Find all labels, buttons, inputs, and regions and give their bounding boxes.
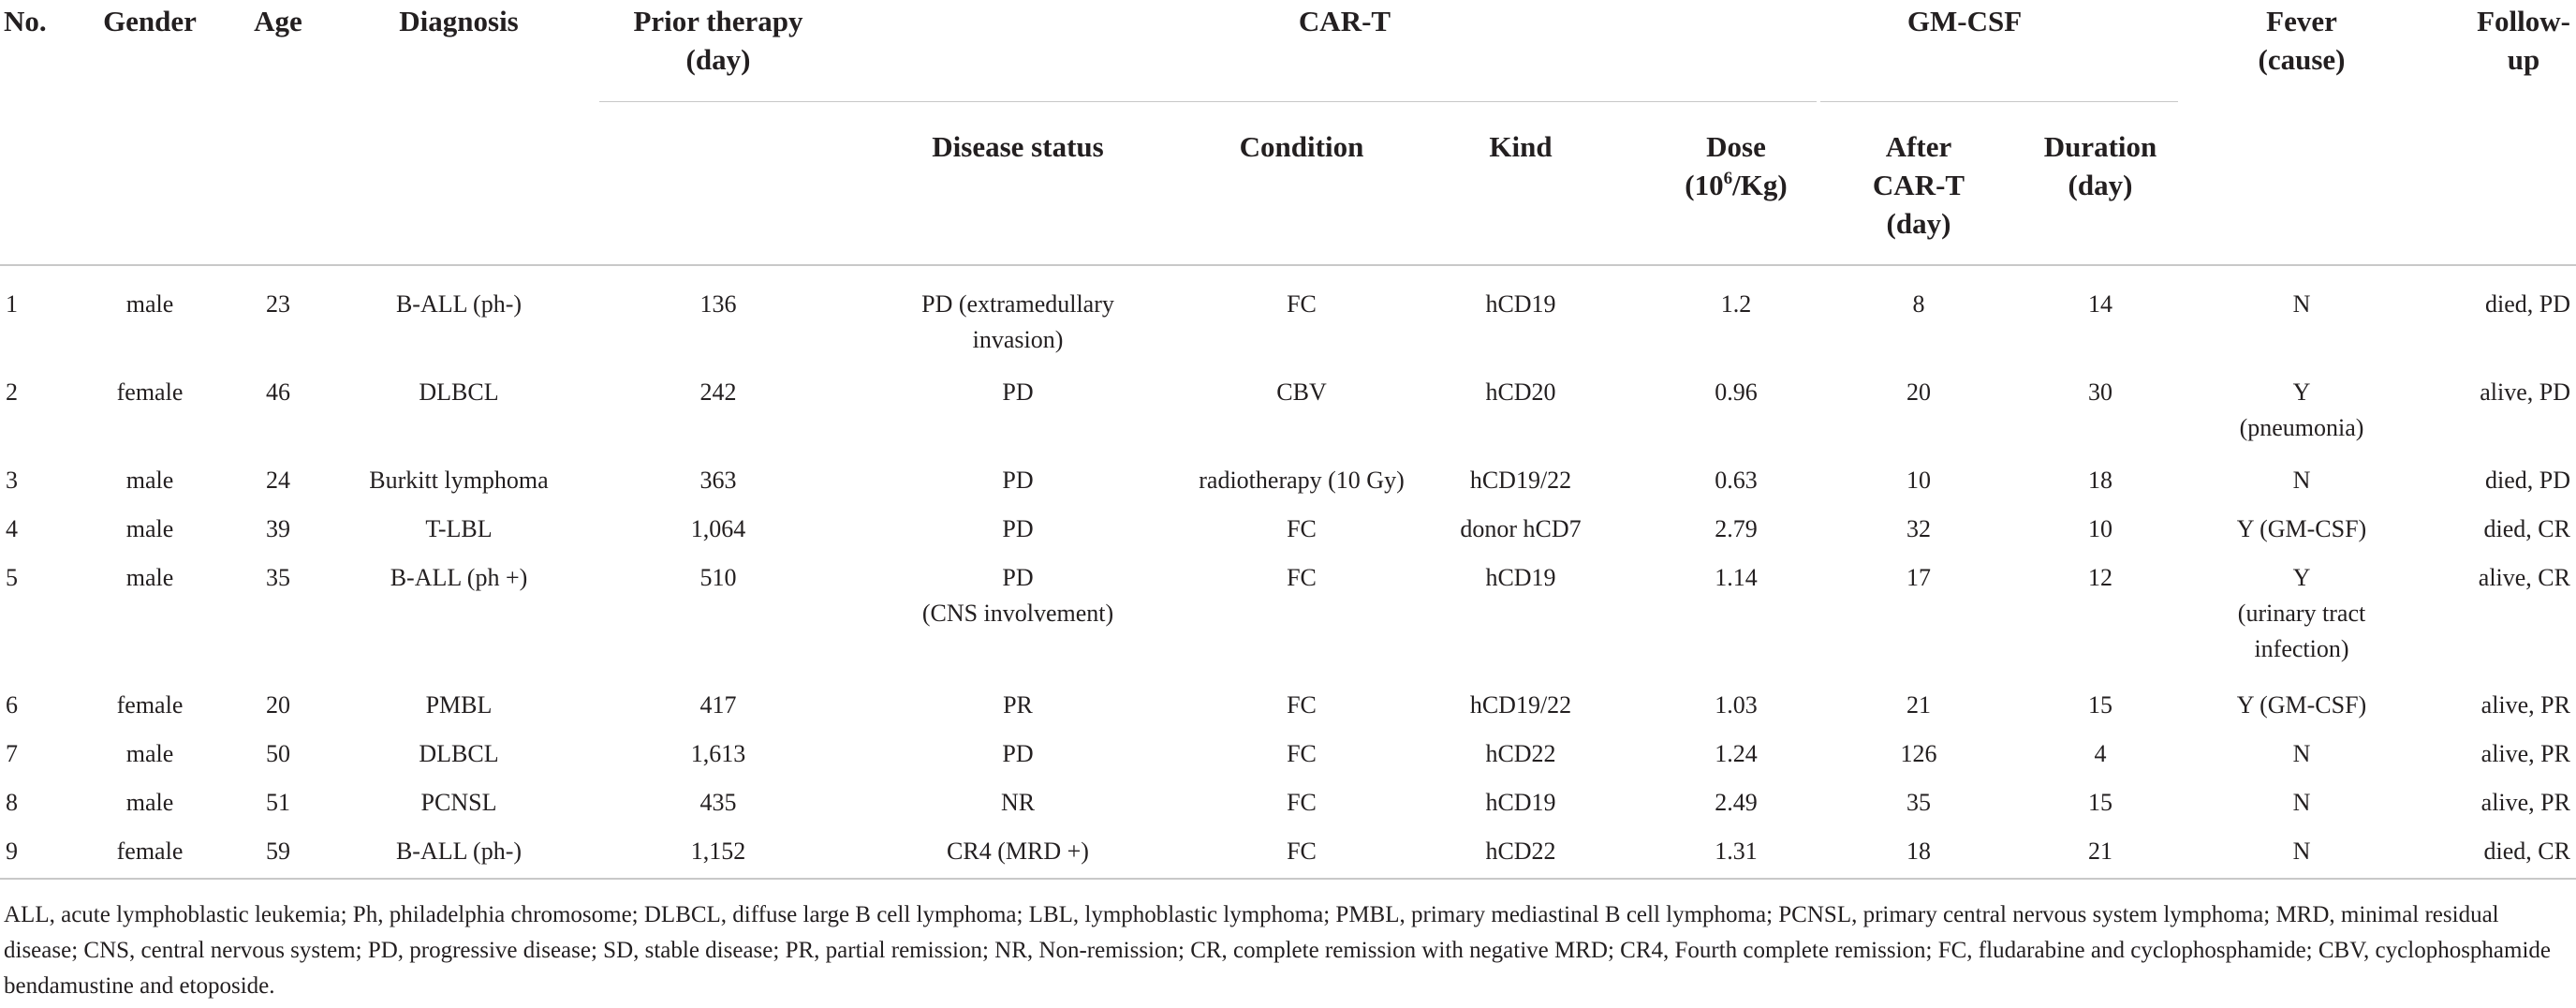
cell-fever-line: N (2292, 467, 2311, 494)
cell-fever (2293, 834, 2311, 869)
cell-gender: male (125, 515, 174, 542)
cell-condition: FC (1287, 564, 1317, 591)
cell-after: 21 (1906, 691, 1931, 719)
cell-no: 5 (6, 564, 18, 591)
cell-gender: female (116, 838, 184, 865)
cell-prior: 242 (699, 378, 737, 406)
cell-fever-line: Y (GM-CSF) (2236, 515, 2367, 542)
cell-status-line: PR (1003, 691, 1033, 719)
cell-duration: 15 (2088, 691, 2112, 719)
cell-prior: 136 (699, 290, 737, 318)
cell-prior: 435 (699, 789, 737, 816)
cell-duration: 4 (2094, 740, 2107, 767)
header-after-cart (1873, 127, 1965, 243)
cell-no: 7 (6, 740, 18, 767)
header-dose-line2 (1685, 166, 1787, 204)
cell-dose: 1.24 (1715, 740, 1758, 767)
header-prior-therapy-line2: (day) (685, 43, 751, 76)
cell-status (1002, 736, 1033, 772)
cell-diagnosis: PMBL (425, 691, 493, 719)
cell-kind: hCD19/22 (1469, 467, 1572, 494)
cell-fever-line: Y (2292, 378, 2311, 406)
cell-fever-line: N (2292, 838, 2311, 865)
header-followup (2477, 2, 2570, 79)
cell-no: 9 (6, 838, 18, 865)
cell-fever (2237, 511, 2366, 547)
header-bottom-rule (0, 264, 2576, 266)
cell-fever-line: infection) (2254, 635, 2349, 662)
cell-duration: 12 (2088, 564, 2112, 591)
cell-duration: 30 (2088, 378, 2112, 406)
header-duration-line1: Duration (2043, 130, 2157, 163)
cell-dose: 0.63 (1715, 467, 1758, 494)
cell-fever (2237, 688, 2366, 723)
cell-duration: 14 (2088, 290, 2112, 318)
cell-fever (2238, 560, 2365, 667)
cell-prior: 1,152 (690, 838, 746, 865)
cell-condition: FC (1287, 691, 1317, 719)
cell-prior: 417 (699, 691, 737, 719)
cell-fever (2240, 375, 2364, 446)
cell-diagnosis: Burkitt lymphoma (369, 467, 549, 494)
cell-kind: donor hCD7 (1460, 515, 1582, 542)
cell-status (1002, 511, 1033, 547)
cell-status-line: NR (1000, 789, 1036, 816)
cell-fever-line: (pneumonia) (2239, 414, 2364, 441)
cell-no: 4 (6, 515, 18, 542)
cell-age: 23 (266, 290, 290, 318)
cell-followup: died, CR (2483, 838, 2570, 865)
cart-group-rule (599, 101, 1817, 102)
cell-after: 32 (1906, 515, 1931, 542)
cell-status (922, 560, 1113, 631)
cell-after: 35 (1906, 789, 1931, 816)
cell-age: 50 (266, 740, 290, 767)
cell-age: 20 (266, 691, 290, 719)
cell-status-line: PD (1002, 564, 1034, 591)
cell-prior: 363 (699, 467, 737, 494)
header-dose (1685, 127, 1787, 204)
cell-no: 2 (6, 378, 18, 406)
header-cart-group: CAR-T (1298, 5, 1391, 37)
cell-followup: died, PD (2485, 290, 2570, 318)
header-after-cart-line1: After (1885, 130, 1952, 163)
table-bottom-rule (0, 878, 2576, 880)
cell-gender: female (116, 378, 184, 406)
header-no: No. (4, 5, 47, 37)
header-prior-therapy-line1: Prior therapy (633, 5, 803, 37)
cell-after: 17 (1906, 564, 1931, 591)
header-age: Age (254, 5, 302, 37)
gmcsf-group-rule (1820, 101, 2178, 102)
header-after-cart-line2: CAR-T (1872, 169, 1965, 201)
cell-dose: 1.2 (1720, 290, 1752, 318)
cell-condition: radiotherapy (10 Gy) (1199, 467, 1405, 494)
cell-prior: 1,064 (690, 515, 746, 542)
cell-after: 18 (1906, 838, 1931, 865)
cell-duration: 10 (2088, 515, 2112, 542)
cell-after: 8 (1912, 290, 1925, 318)
header-dose-unit-a: (10 (1685, 169, 1724, 201)
cell-no: 3 (6, 467, 18, 494)
cell-dose: 2.49 (1715, 789, 1758, 816)
header-fever-line1: Fever (2266, 5, 2337, 37)
cell-fever-line: (urinary tract (2237, 600, 2366, 627)
cell-status (1002, 463, 1033, 498)
header-diagnosis: Diagnosis (399, 5, 519, 37)
cell-status-line: CR4 (MRD +) (947, 838, 1089, 865)
cell-no: 6 (6, 691, 18, 719)
cell-status-line: PD (1002, 515, 1034, 542)
header-disease-status: Disease status (932, 130, 1104, 163)
header-duration-line2: (day) (2068, 169, 2133, 201)
cell-diagnosis: B-ALL (ph-) (395, 290, 523, 318)
header-after-cart-line3: (day) (1886, 207, 1951, 240)
cell-age: 39 (266, 515, 290, 542)
cell-condition: FC (1287, 838, 1317, 865)
cell-condition: FC (1287, 740, 1317, 767)
cell-status-line: (CNS involvement) (921, 600, 1114, 627)
cell-dose: 1.03 (1715, 691, 1758, 719)
cell-gender: male (125, 789, 174, 816)
cell-after: 20 (1906, 378, 1931, 406)
cell-gender: male (125, 467, 174, 494)
cell-diagnosis: PCNSL (420, 789, 497, 816)
cell-condition: CBV (1276, 378, 1327, 406)
header-fever-line2: (cause) (2258, 43, 2346, 76)
cell-followup: died, PD (2485, 467, 2570, 494)
header-followup-line1: Follow- (2477, 5, 2570, 37)
cell-status (921, 287, 1114, 358)
cell-followup: alive, PD (2480, 378, 2570, 406)
cell-kind: hCD22 (1485, 740, 1556, 767)
cell-dose: 1.14 (1715, 564, 1758, 591)
cell-condition: FC (1287, 515, 1317, 542)
cell-followup: died, CR (2483, 515, 2570, 542)
cell-status (1002, 375, 1033, 410)
cell-fever (2293, 287, 2311, 322)
header-gender: Gender (103, 5, 197, 37)
cell-fever-line: N (2292, 740, 2311, 767)
cell-diagnosis: DLBCL (419, 740, 499, 767)
cell-kind: hCD19 (1485, 564, 1556, 591)
cell-fever (2293, 785, 2311, 821)
cell-age: 59 (266, 838, 290, 865)
cell-age: 24 (266, 467, 290, 494)
cell-no: 1 (6, 290, 18, 318)
cell-duration: 15 (2088, 789, 2112, 816)
header-followup-line2: up (2507, 43, 2540, 76)
cell-fever (2293, 463, 2311, 498)
cell-dose: 0.96 (1715, 378, 1758, 406)
header-dose-exponent: 6 (1723, 168, 1733, 188)
cell-gender: male (125, 290, 174, 318)
cell-condition: FC (1287, 290, 1317, 318)
cell-dose: 2.79 (1715, 515, 1758, 542)
header-gmcsf-group: GM-CSF (1906, 5, 2023, 37)
cell-age: 51 (266, 789, 290, 816)
cell-condition: FC (1287, 789, 1317, 816)
cell-status-line: PD (1002, 467, 1034, 494)
cell-gender: male (125, 564, 174, 591)
cell-followup: alive, PR (2480, 740, 2570, 767)
cell-kind: hCD19 (1485, 290, 1556, 318)
cell-status (1003, 688, 1033, 723)
cell-fever (2293, 736, 2311, 772)
cell-status (1001, 785, 1035, 821)
cell-fever-line: Y (2292, 564, 2311, 591)
cell-age: 35 (266, 564, 290, 591)
cell-kind: hCD22 (1485, 838, 1556, 865)
header-dose-unit-b: /Kg) (1732, 169, 1788, 201)
cell-fever-line: N (2292, 290, 2311, 318)
cell-followup: alive, CR (2478, 564, 2570, 591)
header-kind: Kind (1489, 130, 1553, 163)
cell-gender: male (125, 740, 174, 767)
cell-status (947, 834, 1089, 869)
cell-status-line: PD (1002, 378, 1034, 406)
cell-status-line: PD (1002, 740, 1034, 767)
cell-fever-line: Y (GM-CSF) (2236, 691, 2367, 719)
header-fever (2259, 2, 2346, 79)
cell-diagnosis: B-ALL (ph-) (395, 838, 523, 865)
cell-after: 10 (1906, 467, 1931, 494)
cell-followup: alive, PR (2480, 691, 2570, 719)
cell-duration: 18 (2088, 467, 2112, 494)
cell-diagnosis: B-ALL (ph +) (390, 564, 528, 591)
header-dose-line1: Dose (1706, 130, 1766, 163)
cell-gender: female (116, 691, 184, 719)
cell-age: 46 (266, 378, 290, 406)
cell-no: 8 (6, 789, 18, 816)
header-prior-therapy (633, 2, 802, 79)
cell-kind: hCD19 (1485, 789, 1556, 816)
cell-status-line: invasion) (972, 326, 1064, 353)
cell-followup: alive, PR (2480, 789, 2570, 816)
cell-diagnosis: T-LBL (425, 515, 493, 542)
header-duration (2044, 127, 2157, 204)
cell-dose: 1.31 (1715, 838, 1758, 865)
cell-kind: hCD20 (1485, 378, 1556, 406)
cell-prior: 510 (699, 564, 737, 591)
cell-prior: 1,613 (690, 740, 746, 767)
cell-after: 126 (1900, 740, 1937, 767)
header-condition: Condition (1239, 130, 1364, 163)
table-footnote: ALL, acute lymphoblastic leukemia; Ph, philadelphia chromosome; DLBCL, diffuse large B cell lymphoma; LBL, lymphoblastic lymphoma; PMBL, primary mediastinal B cell lymphoma; PCNSL, primary central nervous system lymphoma; MRD, minimal residual disease; CNS, central nervous system; PD, progressive disease; SD, stable disease; PR, partial remission; NR, Non-remission; CR, complete remission with negative MRD; CR4, Fourth complete remission; FC, fludarabine and cyclophosphamide; CBV, cyclophosphamide bendamustine and etoposide. (4, 902, 2552, 999)
cell-kind: hCD19/22 (1469, 691, 1572, 719)
cell-status-line: PD (extramedullary (921, 290, 1114, 318)
cell-fever-line: N (2292, 789, 2311, 816)
cell-duration: 21 (2088, 838, 2112, 865)
cell-diagnosis: DLBCL (419, 378, 499, 406)
